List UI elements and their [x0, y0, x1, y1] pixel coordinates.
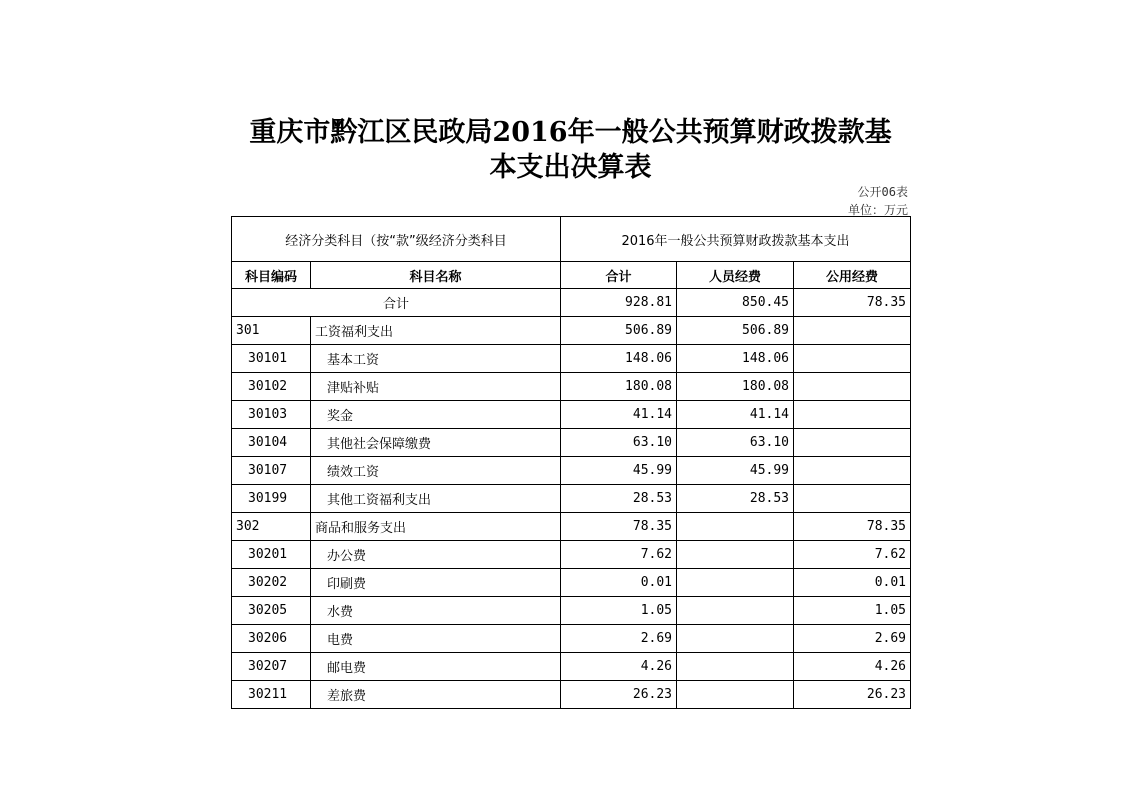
header-public: 公用经费 — [794, 262, 911, 289]
header-basic-expenditure: 2016年一般公共预算财政拨款基本支出 — [561, 217, 911, 262]
row-total: 0.01 — [561, 569, 677, 597]
table-row — [232, 625, 911, 653]
row-name: 电费 — [311, 625, 561, 653]
row-name: 其他工资福利支出 — [311, 485, 561, 513]
row-code: 30206 — [232, 625, 311, 653]
row-name: 绩效工资 — [311, 457, 561, 485]
header-economic-class: 经济分类科目（按“款”级经济分类科目 — [232, 217, 561, 262]
row-public: 1.05 — [794, 597, 911, 625]
row-personnel — [677, 541, 794, 569]
report-title-line2: 本支出决算表 — [489, 152, 652, 183]
row-personnel: 180.08 — [677, 373, 794, 401]
row-public — [794, 429, 911, 457]
row-public: 26.23 — [794, 681, 911, 709]
row-personnel: 63.10 — [677, 429, 794, 457]
total-total: 928.81 — [561, 289, 677, 317]
row-total: 1.05 — [561, 597, 677, 625]
header-row-columns — [232, 262, 911, 289]
row-code: 30202 — [232, 569, 311, 597]
row-personnel: 45.99 — [677, 457, 794, 485]
row-total: 78.35 — [561, 513, 677, 541]
row-public: 0.01 — [794, 569, 911, 597]
row-personnel — [677, 513, 794, 541]
row-code: 30103 — [232, 401, 311, 429]
row-total: 506.89 — [561, 317, 677, 345]
row-personnel: 41.14 — [677, 401, 794, 429]
total-label: 合计 — [232, 289, 561, 317]
table-row — [232, 681, 911, 709]
row-code: 30207 — [232, 653, 311, 681]
row-name: 基本工资 — [311, 345, 561, 373]
table-row — [232, 401, 911, 429]
budget-table — [231, 216, 911, 709]
row-personnel: 506.89 — [677, 317, 794, 345]
row-personnel — [677, 569, 794, 597]
row-public: 4.26 — [794, 653, 911, 681]
table-row — [232, 541, 911, 569]
table-row — [232, 653, 911, 681]
row-name: 邮电费 — [311, 653, 561, 681]
row-total: 41.14 — [561, 401, 677, 429]
header-row-group — [232, 217, 911, 262]
row-personnel: 28.53 — [677, 485, 794, 513]
row-total: 63.10 — [561, 429, 677, 457]
row-total: 4.26 — [561, 653, 677, 681]
row-public: 78.35 — [794, 513, 911, 541]
row-name: 水费 — [311, 597, 561, 625]
row-code: 30199 — [232, 485, 311, 513]
row-name: 差旅费 — [311, 681, 561, 709]
row-code: 302 — [232, 513, 311, 541]
row-personnel — [677, 681, 794, 709]
row-name: 其他社会保障缴费 — [311, 429, 561, 457]
header-code: 科目编码 — [232, 262, 311, 289]
row-public: 7.62 — [794, 541, 911, 569]
table-row — [232, 345, 911, 373]
row-public — [794, 345, 911, 373]
row-code: 30101 — [232, 345, 311, 373]
table-row — [232, 317, 911, 345]
row-public — [794, 401, 911, 429]
row-personnel: 148.06 — [677, 345, 794, 373]
table-row — [232, 429, 911, 457]
header-personnel: 人员经费 — [677, 262, 794, 289]
row-code: 30211 — [232, 681, 311, 709]
header-total: 合计 — [561, 262, 677, 289]
row-public — [794, 317, 911, 345]
row-total: 26.23 — [561, 681, 677, 709]
row-code: 30201 — [232, 541, 311, 569]
row-total: 45.99 — [561, 457, 677, 485]
row-name: 奖金 — [311, 401, 561, 429]
row-total: 148.06 — [561, 345, 677, 373]
total-row — [232, 289, 911, 317]
table-row — [232, 569, 911, 597]
row-name: 办公费 — [311, 541, 561, 569]
row-public — [794, 485, 911, 513]
row-personnel — [677, 625, 794, 653]
row-total: 180.08 — [561, 373, 677, 401]
table-row — [232, 597, 911, 625]
row-name: 印刷费 — [311, 569, 561, 597]
table-row — [232, 457, 911, 485]
row-total: 2.69 — [561, 625, 677, 653]
row-name: 工资福利支出 — [311, 317, 561, 345]
row-personnel — [677, 597, 794, 625]
row-public — [794, 373, 911, 401]
row-personnel — [677, 653, 794, 681]
row-code: 301 — [232, 317, 311, 345]
table-row — [232, 513, 911, 541]
row-code: 30104 — [232, 429, 311, 457]
total-personnel: 850.45 — [677, 289, 794, 317]
table-row — [232, 485, 911, 513]
row-code: 30205 — [232, 597, 311, 625]
header-name: 科目名称 — [311, 262, 561, 289]
row-code: 30102 — [232, 373, 311, 401]
total-public: 78.35 — [794, 289, 911, 317]
row-name: 津贴补贴 — [311, 373, 561, 401]
row-public — [794, 457, 911, 485]
form-number: 公开06表 — [857, 185, 908, 199]
unit-label: 单位：万元 — [847, 203, 908, 217]
row-name: 商品和服务支出 — [311, 513, 561, 541]
report-title-line1: 重庆市黔江区民政局2016年一般公共预算财政拨款基 — [249, 117, 892, 148]
row-total: 28.53 — [561, 485, 677, 513]
row-public: 2.69 — [794, 625, 911, 653]
table-row — [232, 373, 911, 401]
row-total: 7.62 — [561, 541, 677, 569]
row-code: 30107 — [232, 457, 311, 485]
